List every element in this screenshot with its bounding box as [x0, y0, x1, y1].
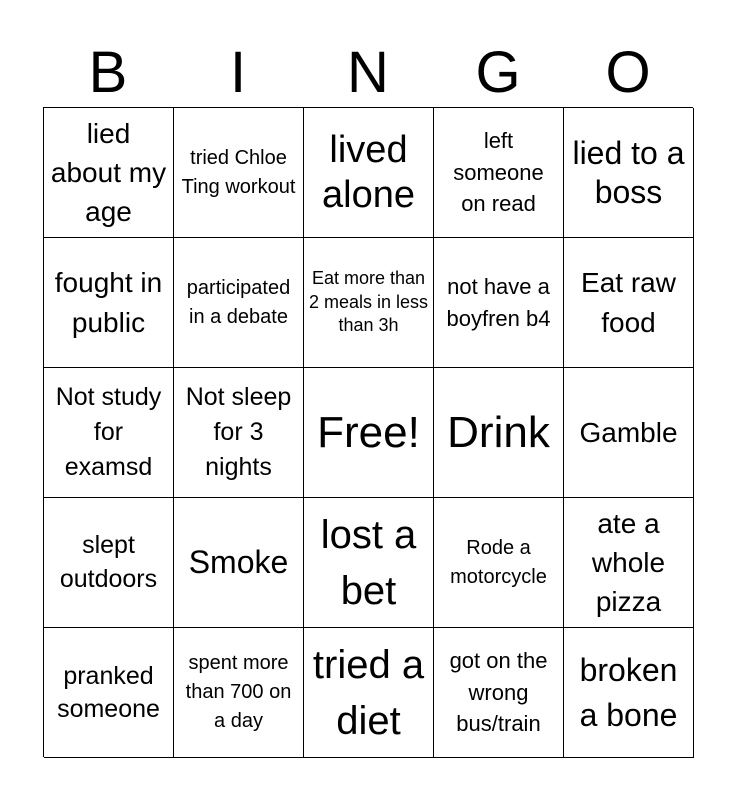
bingo-cell-r3c3-free[interactable] — [304, 368, 434, 498]
bingo-cell-r4c4[interactable] — [434, 498, 564, 628]
cell-text: Rode a motorcycle — [450, 536, 547, 588]
cell-text: Smoke — [188, 544, 289, 581]
cell-text: Gamble — [579, 416, 678, 448]
header-letter-o: O — [605, 40, 651, 105]
cell-text: Eat more than 2 meals in less than 3h — [308, 268, 429, 336]
cell-text: ate a whole pizza — [591, 507, 666, 618]
bingo-header — [43, 38, 693, 108]
cell-text: lied to a boss — [572, 135, 685, 210]
cell-text: Not sleep for 3 nights — [185, 383, 292, 481]
bingo-cell-r3c2[interactable] — [174, 368, 304, 498]
cell-text: left someone on read — [453, 127, 544, 217]
bingo-board — [43, 107, 693, 757]
free-space-text: Free! — [317, 408, 420, 457]
cell-text: lived alone — [322, 128, 415, 216]
bingo-cell-r4c1[interactable] — [44, 498, 174, 628]
cell-text: broken a bone — [579, 651, 678, 733]
bingo-cell-r1c5[interactable] — [564, 108, 694, 238]
cell-text: slept outdoors — [59, 530, 158, 593]
cell-text: lied about my age — [50, 117, 167, 228]
bingo-cell-r5c3[interactable] — [304, 628, 434, 758]
bingo-cell-r1c2[interactable] — [174, 108, 304, 238]
bingo-cell-r5c5[interactable] — [564, 628, 694, 758]
bingo-cell-r2c3[interactable] — [304, 238, 434, 368]
cell-text: fought in public — [54, 267, 163, 338]
bingo-cell-r5c1[interactable] — [44, 628, 174, 758]
cell-text: Not study for examsd — [55, 383, 162, 481]
cell-text: lost a bet — [320, 512, 417, 613]
bingo-cell-r4c3[interactable] — [304, 498, 434, 628]
header-letter-n: N — [347, 40, 389, 105]
bingo-cell-r3c5[interactable] — [564, 368, 694, 498]
cell-text: participated in a debate — [186, 276, 291, 328]
cell-text: got on the wrong bus/train — [449, 647, 548, 737]
cell-text: pranked someone — [57, 662, 160, 723]
bingo-cell-r4c5[interactable] — [564, 498, 694, 628]
bingo-cell-r1c3[interactable] — [304, 108, 434, 238]
bingo-cell-r2c5[interactable] — [564, 238, 694, 368]
cell-text: Eat raw food — [581, 267, 676, 338]
header-letter-g: G — [475, 40, 521, 105]
bingo-cell-r5c2[interactable] — [174, 628, 304, 758]
cell-text: spent more than 700 on a day — [185, 652, 292, 732]
bingo-cell-r1c1[interactable] — [44, 108, 174, 238]
bingo-cell-r2c4[interactable] — [434, 238, 564, 368]
bingo-cell-r4c2[interactable] — [174, 498, 304, 628]
cell-text: Drink — [447, 408, 550, 457]
bingo-cell-r5c4[interactable] — [434, 628, 564, 758]
cell-text: tried Chloe Ting workout — [181, 146, 296, 198]
bingo-cell-r2c2[interactable] — [174, 238, 304, 368]
cell-text: tried a diet — [312, 642, 425, 743]
bingo-cell-r3c4[interactable] — [434, 368, 564, 498]
bingo-cell-r2c1[interactable] — [44, 238, 174, 368]
header-letter-b: B — [88, 40, 128, 105]
cell-text: not have a boyfren b4 — [446, 273, 551, 331]
bingo-cell-r3c1[interactable] — [44, 368, 174, 498]
header-letter-i: I — [229, 40, 247, 105]
bingo-cell-r1c4[interactable] — [434, 108, 564, 238]
